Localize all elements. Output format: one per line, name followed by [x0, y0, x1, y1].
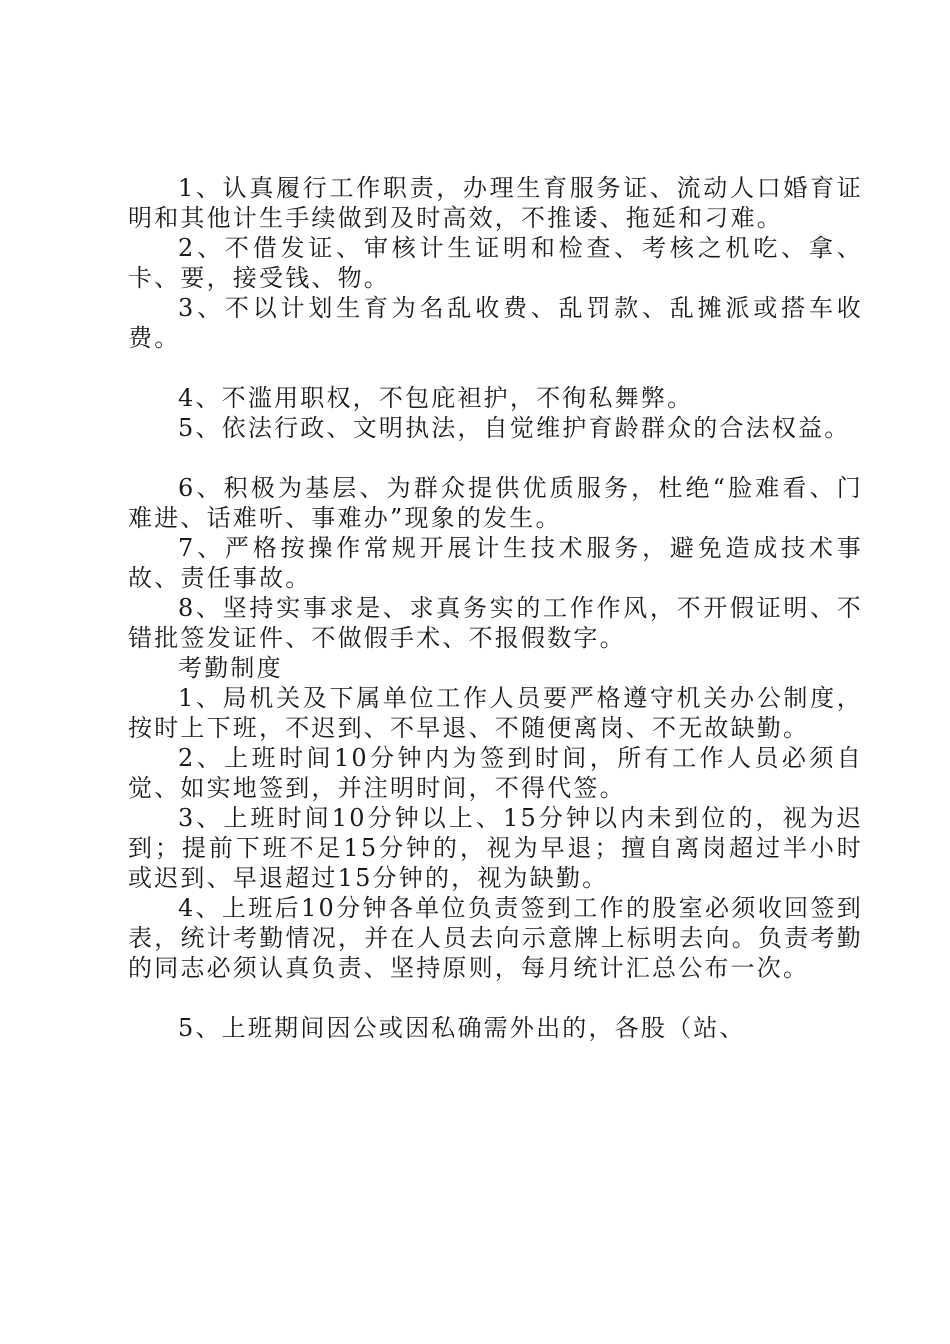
attendance-paragraph-3: 3、上班时间10分钟以上、15分钟以内未到位的，视为迟到；提前下班不足15分钟的，视为早退；擅自离岗超过半小时或迟到、早退超过15分钟的，视为缺勤。: [128, 804, 863, 892]
rule-paragraph-3: 3、不以计划生育为名乱收费、乱罚款、乱摊派或搭车收费。: [128, 294, 863, 352]
rule-paragraph-5: 5、依法行政、文明执法，自觉维护育龄群众的合法权益。: [178, 414, 851, 442]
attendance-paragraph-5: 5、上班期间因公或因私确需外出的，各股（站、: [178, 1014, 746, 1042]
attendance-paragraph-1: 1、局机关及下属单位工作人员要严格遵守机关办公制度，按时上下班，不迟到、不早退、不随便离岗、不无故缺勤。: [128, 684, 863, 742]
rule-paragraph-1: 1、认真履行工作职责，办理生育服务证、流动人口婚育证明和其他计生手续做到及时高效，不推诿、拖延和刁难。: [128, 174, 863, 232]
rule-paragraph-2: 2、不借发证、审核计生证明和检查、考核之机吃、拿、卡、要，接受钱、物。: [128, 234, 863, 292]
attendance-paragraph-4: 4、上班后10分钟各单位负责签到工作的股室必须收回签到表，统计考勤情况，并在人员去向示意牌上标明去向。负责考勤的同志必须认真负责、坚持原则，每月统计汇总公布一次。: [128, 894, 863, 982]
rule-paragraph-8: 8、坚持实事求是、求真务实的工作作风，不开假证明、不错批签发证件、不做假手术、不报假数字。: [128, 594, 863, 652]
rule-paragraph-7: 7、严格按操作常规开展计生技术服务，避免造成技术事故、责任事故。: [128, 534, 863, 592]
attendance-heading: 考勤制度: [178, 654, 283, 682]
document-body: [128, 173, 863, 1043]
attendance-paragraph-2: 2、上班时间10分钟内为签到时间，所有工作人员必须自觉、如实地签到，并注明时间，不得代签。: [128, 744, 863, 802]
rule-paragraph-4: 4、不滥用职权，不包庇袒护，不徇私舞弊。: [178, 384, 694, 412]
rule-paragraph-6: 6、积极为基层、为群众提供优质服务，杜绝“脸难看、门难进、话难听、事难办”现象的发生。: [128, 474, 863, 532]
